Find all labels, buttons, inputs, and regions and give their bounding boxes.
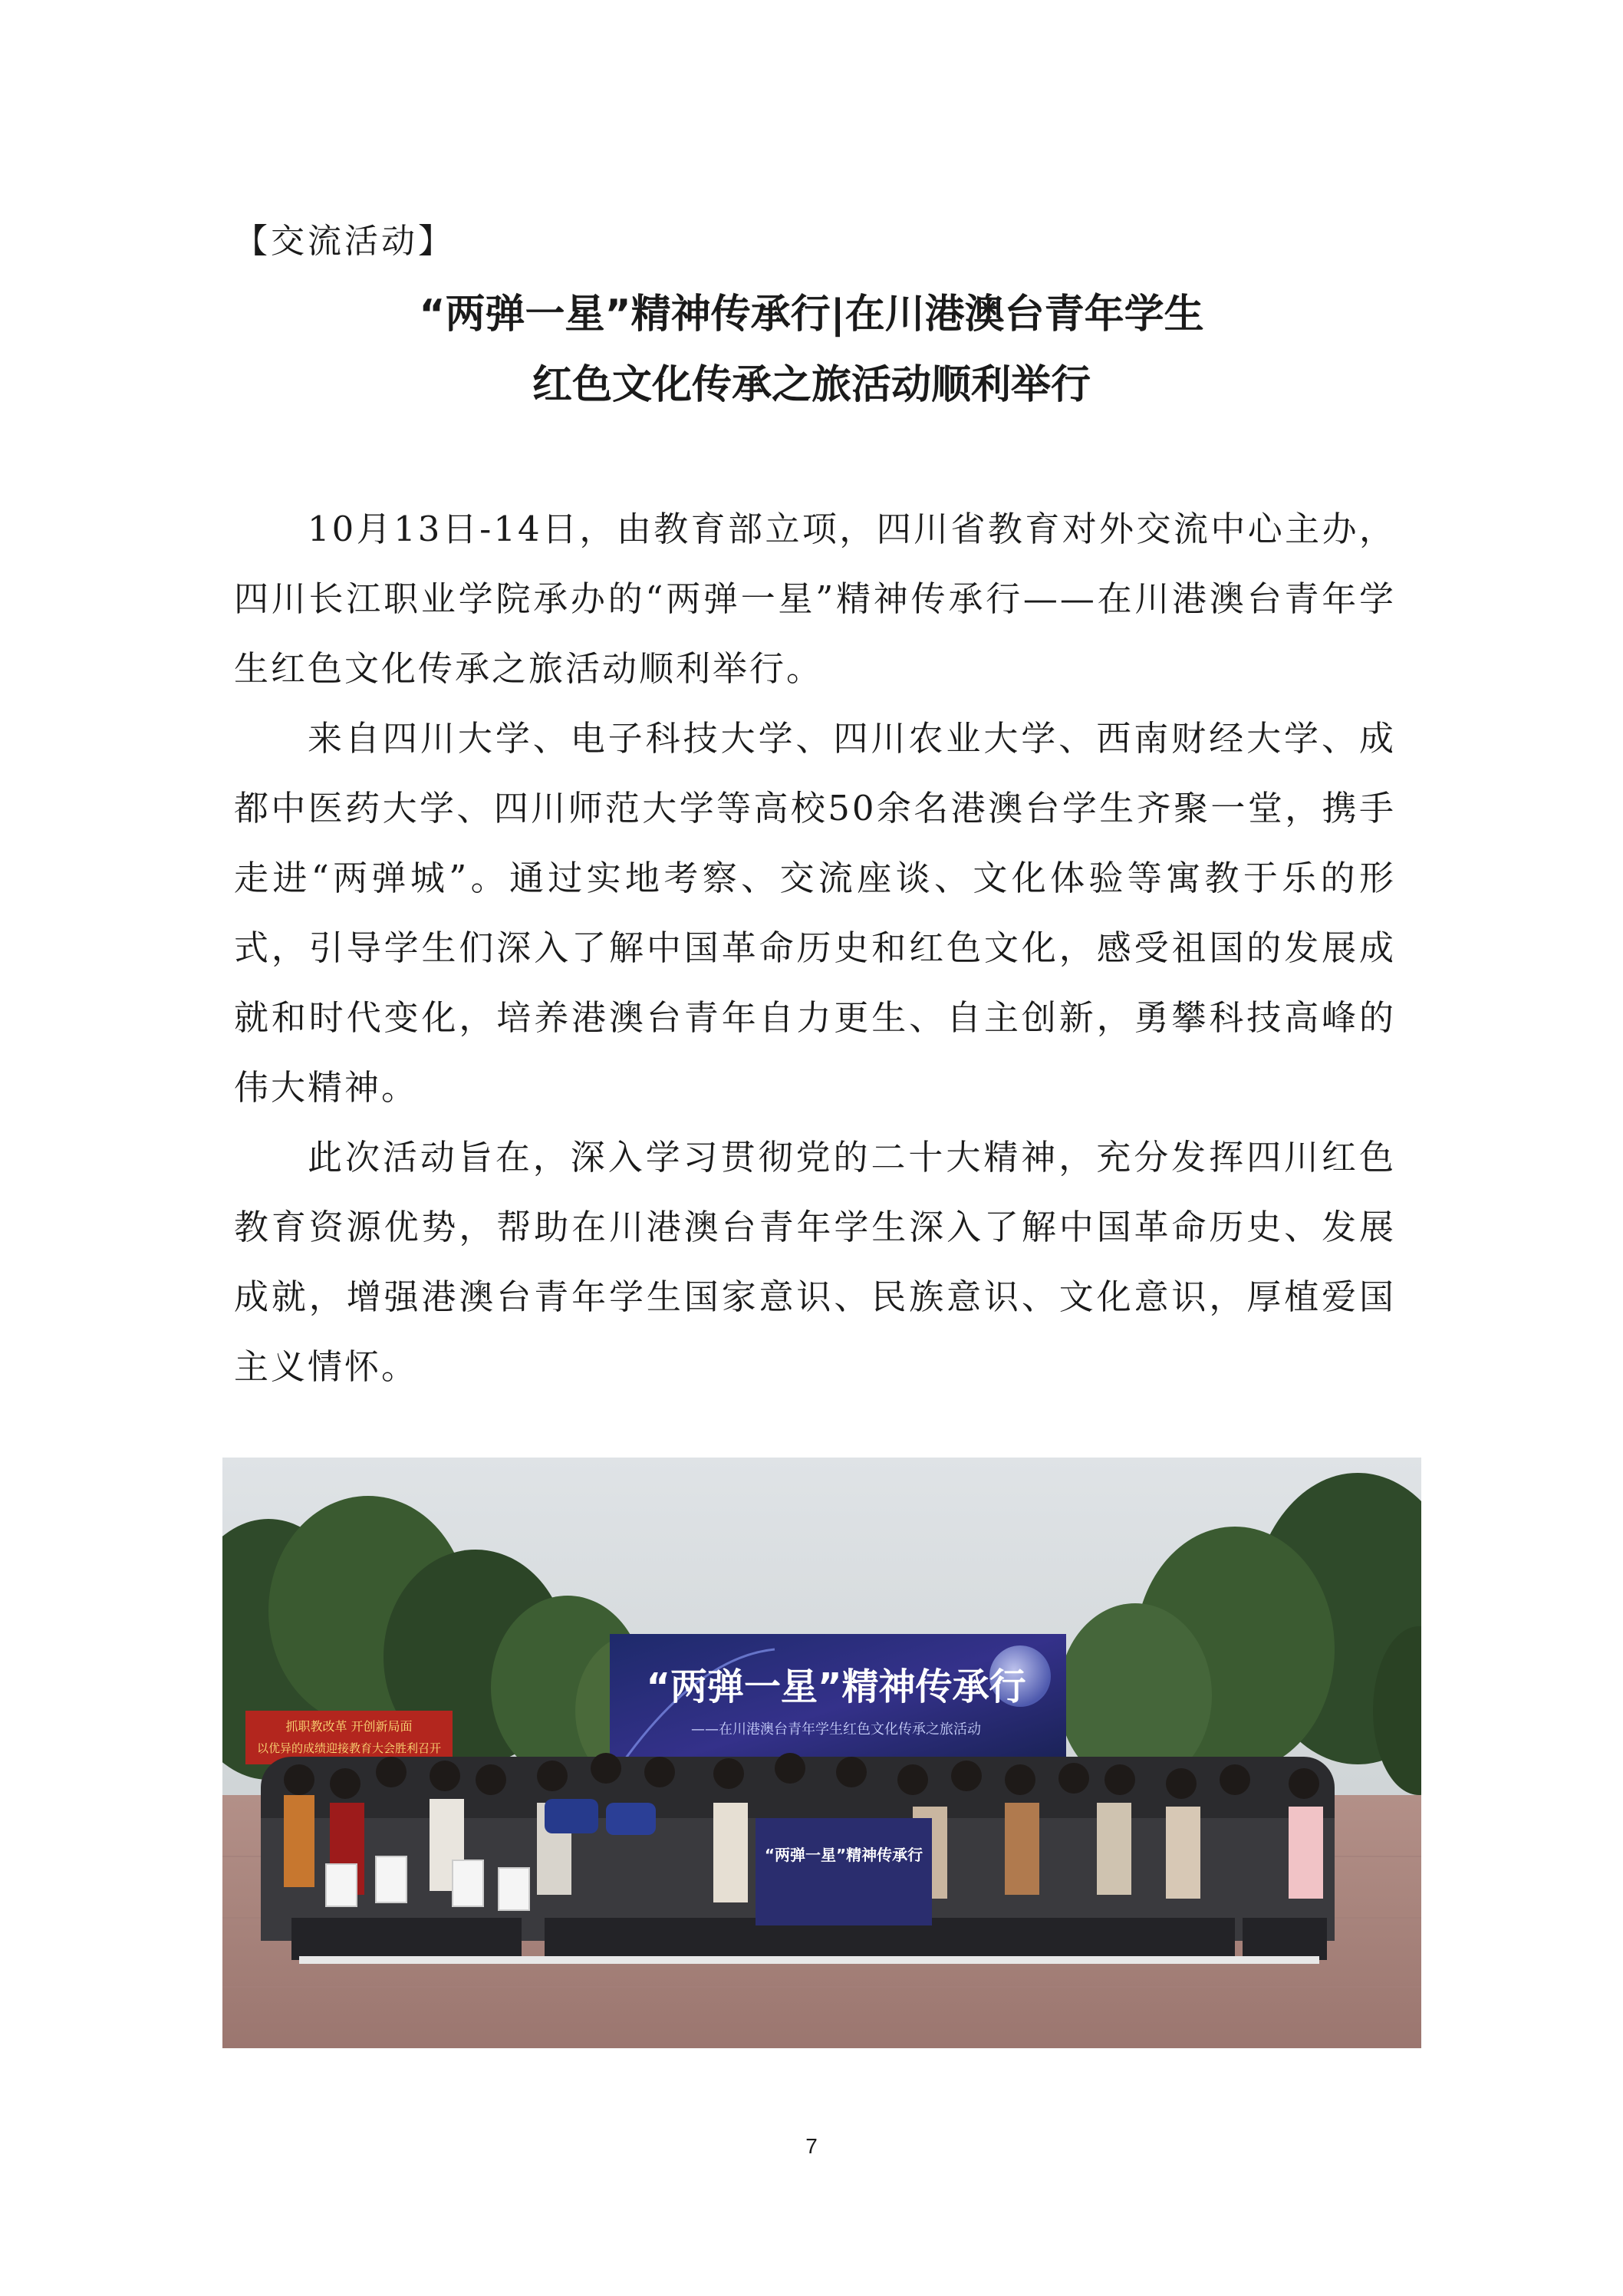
- paragraph: 来自四川大学、电子科技大学、四川农业大学、西南财经大学、成都中医药大学、四川师范大学等高校50余名港澳台学生齐聚一堂，携手走进“两弹城”。通过实地考察、交流座谈、文化体验等寓教于乐的形式，引导学生们深入了解中国革命历史和红色文化，感受祖国的发展成就和时代变化，培养港澳台青年自力更生、自主创新，勇攀科技高峰的伟大精神。: [234, 718, 1396, 1108]
- paragraph: 10月13日-14日，由教育部立项，四川省教育对外交流中心主办，四川长江职业学院承办的“两弹一星”精神传承行——在川港澳台青年学生红色文化传承之旅活动顺利举行。: [234, 509, 1396, 689]
- red-sign-line-2: 以优异的成绩迎接教育大会胜利召开: [256, 1741, 442, 1755]
- group-photo: [222, 1458, 1421, 2048]
- speech-card: [545, 1799, 598, 1833]
- section-tag: 【交流活动】: [234, 222, 455, 261]
- banner-title: “两弹一星”精神传承行: [646, 1665, 1026, 1708]
- article-title-line-2: 红色文化传承之旅活动顺利举行: [532, 362, 1091, 408]
- banner-subtitle: ——在川港澳台青年学生红色文化传承之旅活动: [691, 1721, 981, 1738]
- paragraph: 此次活动旨在，深入学习贯彻党的二十大精神，充分发挥四川红色教育资源优势，帮助在川港澳台青年学生深入了解中国革命历史、发展成就，增强港澳台青年学生国家意识、民族意识、文化意识，厚植爱国主义情怀。: [234, 1137, 1396, 1387]
- held-banner: [756, 1818, 932, 1925]
- article-title-line-1: “两弹一星”精神传承行|在川港澳台青年学生: [419, 292, 1204, 338]
- article-body: [234, 494, 1396, 1402]
- held-banner-title: “两弹一星”精神传承行: [764, 1846, 923, 1864]
- page-number: 7: [805, 2134, 818, 2158]
- red-sign: [245, 1711, 453, 1764]
- red-sign-line-1: 抓职教改革 开创新局面: [285, 1719, 413, 1734]
- speech-card: [606, 1803, 656, 1835]
